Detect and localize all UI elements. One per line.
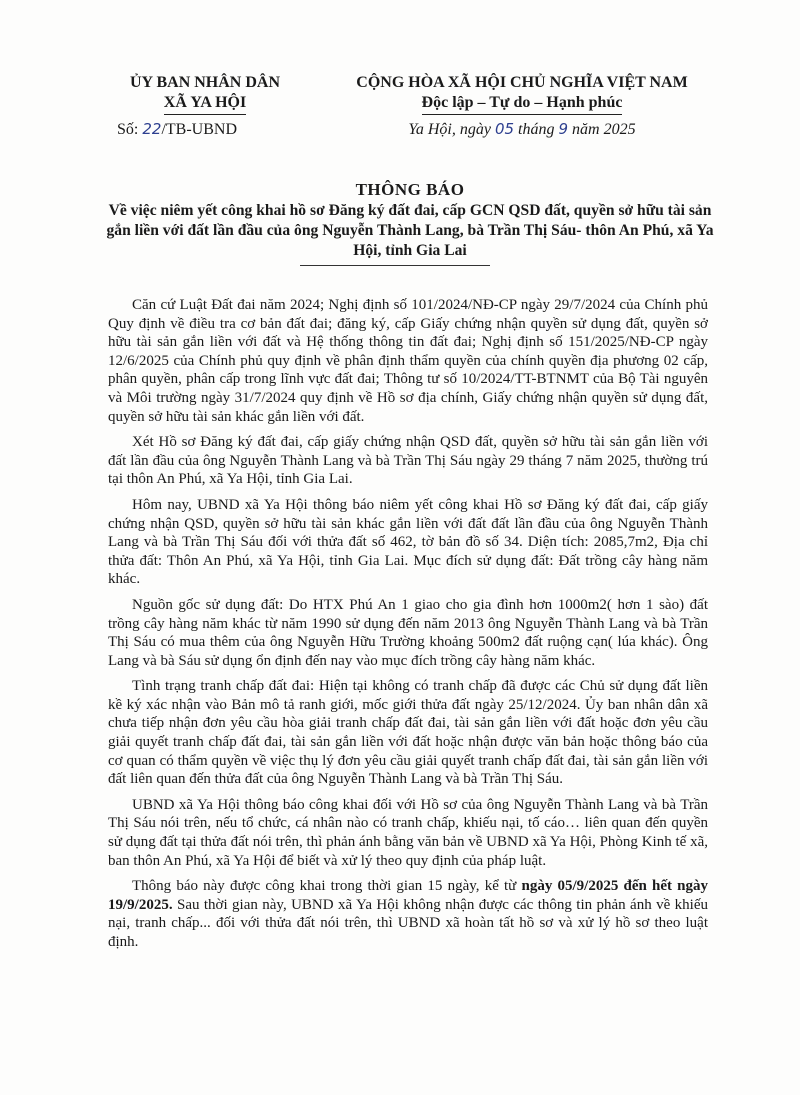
national-header-block (322, 73, 722, 140)
org-commune: XÃ YA HỘI (164, 93, 246, 115)
paragraph-dispute-status: Tình trạng tranh chấp đất đai: Hiện tại không có tranh chấp đã được các Chủ sử dụng đất liền kề ký xác nhận vào Bản mô tả ranh giới, mốc giới thửa đất ngày 25/12/2024. Ủy ban nhân dân xã chưa tiếp nhận đơn yêu cầu hòa giải tranh chấp đất đai, tài sản gắn liền với đất hoặc đơn yêu cầu giải quyết tranh chấp đất đai, tài sản gắn liền với đất hoặc nhận được văn bản hoặc thông báo của cơ quan có thẩm quyền về việc thụ lý đơn yêu cầu giải quyết tranh chấp đất đai, tài sản gắn liền với đất liên quan đến thửa đất của ông Nguyễn Thành Lang và bà Trần Thị Sáu. (108, 678, 708, 788)
date-prefix: Ya Hội, ngày (408, 121, 491, 138)
paragraph-application: Xét Hồ sơ Đăng ký đất đai, cấp giấy chứng nhận QSD đất, quyền sở hữu tài sản gắn liền với đất lần đầu của ông Nguyễn Thành Lang và bà Trần Thị Sáu ngày 29 tháng 7 năm 2025, thường trú tại thôn An Phú, xã Ya Hội, tỉnh Gia Lai. (108, 434, 708, 488)
number-suffix: /TB-UBND (161, 121, 237, 138)
paragraph-public-notice: UBND xã Ya Hội thông báo công khai đối với Hồ sơ của ông Nguyễn Thành Lang và bà Trần Thị Sáu nói trên, nếu tổ chức, cá nhân nào có tranh chấp, khiếu nại, tố cáo… liên quan đến quyền sử dụng đất tại thửa đất nói trên, thì phản ánh bằng văn bản về UBND xã Ya Hội, Phòng Kinh tế xã, ban thôn An Phú, xã Ya Hội để biết và xử lý theo quy định của pháp luật. (108, 796, 708, 869)
org-name: ỦY BAN NHÂN DÂN (129, 74, 281, 91)
paragraph-land-origin: Nguồn gốc sử dụng đất: Do HTX Phú An 1 giao cho gia đình hơn 1000m2( hơn 1 sào) đất trồng cây hàng năm khác từ năm 1990 sử dụng đến năm 2013 ông Nguyễn Thành Lang và bà Trần Thị Sáu có mua thêm của ông Nguyễn Hữu Trường khoảng 500m2 đất ruộng cạn( lúa khác). Ông Lang và bà Sáu sử dụng ổn định đến nay vào mục đích trồng cây hàng năm khác. (108, 596, 708, 669)
country-motto: Độc lập – Tự do – Hạnh phúc (422, 93, 623, 115)
date-month: 9 (558, 120, 569, 138)
date-year: năm 2025 (572, 121, 636, 138)
document-title: THÔNG BÁO (355, 180, 465, 199)
paragraph-announcement: Hôm nay, UBND xã Ya Hội thông báo niêm yết công khai Hồ sơ Đăng ký đất đai, cấp giấy chứng nhận QSD, quyền sở hữu tài sản khác gắn liền với đất đất lần đầu của ông Nguyễn Thành Lang và bà Trần Thị Sáu đối với thửa đất số 462, tờ bản đồ số 34. Diện tích: 2085,7m2, Địa chỉ thửa đất: Thôn An Phú, xã Ya Hội, tỉnh Gia Lai. Mục đích sử dụng đất: Đất trồng cây hàng năm khác. (108, 496, 708, 588)
document-date (322, 119, 722, 140)
number-prefix: Số: (117, 121, 139, 138)
country-name: CỘNG HÒA XÃ HỘI CHỦ NGHĨA VIỆT NAM (356, 74, 688, 91)
paragraph-posting-period (108, 877, 708, 951)
subject-underline (300, 265, 490, 266)
date-month-label: tháng (518, 121, 555, 138)
issuing-authority-block (100, 73, 310, 140)
posting-text-a: Thông báo này được công khai trong thời gian 15 ngày, kể từ (132, 878, 522, 895)
document-subject: Về việc niêm yết công khai hồ sơ Đăng ký đất đai, cấp GCN QSD đất, quyền sở hữu tài sản gắn liền với đất lần đầu của ông Nguyễn Thành Lang, bà Trần Thị Sáu- thôn An Phú, xã Ya Hội, tỉnh Gia Lai (106, 202, 714, 259)
date-day: 05 (494, 120, 515, 138)
paragraph-legal-basis: Căn cứ Luật Đất đai năm 2024; Nghị định số 101/2024/NĐ-CP ngày 29/7/2024 của Chính phủ Quy định về điều tra cơ bản đất đai; đăng ký, cấp Giấy chứng nhận quyền sử dụng đất, quyền sở hữu tài sản gắn liền với đất và Hệ thống thông tin đất đai; Nghị định số 151/2025/NĐ-CP ngày 12/6/2025 của Chính phủ quy định về phân định thẩm quyền của chính quyền địa phương 02 cấp, phân quyền, phân cấp trong lĩnh vực đất đai; Thông tư số 10/2024/TT-BTNMT của Bộ Tài nguyên và Môi trường ngày 31/7/2024 quy định về Hồ sơ địa chính, Giấy chứng nhận quyền sử dụng đất, quyền sở hữu tài sản khác gắn liền với đất. (108, 297, 708, 425)
document-number (100, 119, 310, 140)
posting-dates: ngày 05/9/2025 đến hết ngày 19/9/2025. (108, 878, 709, 913)
document-body (108, 296, 708, 959)
number-handwritten: 22 (142, 120, 162, 138)
posting-text-b: Sau thời gian này, UBND xã Ya Hội không nhận được các thông tin phản ánh về khiếu nại, tranh chấp... đối với thửa đất nói trên, thì UBND xã hoàn tất hồ sơ và xử lý hồ sơ theo luật định. (108, 896, 708, 950)
